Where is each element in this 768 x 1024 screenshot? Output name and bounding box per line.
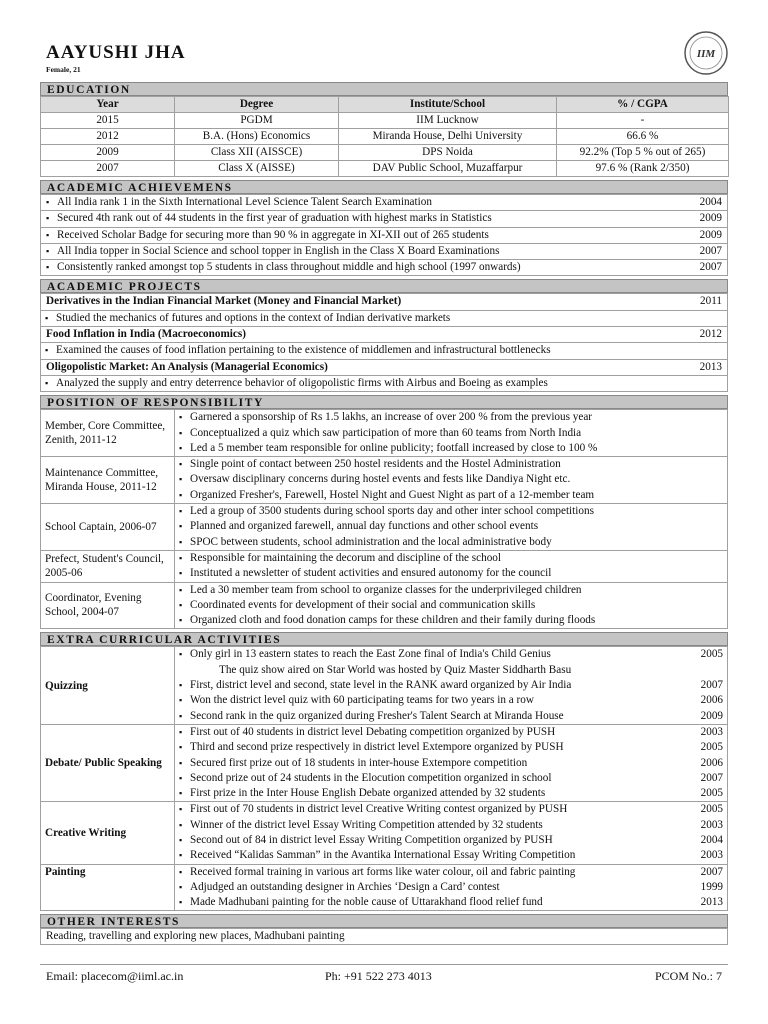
project-desc-row (41, 343, 728, 359)
candidate-subtitle: Female, 21 (46, 65, 81, 74)
bullet-icon (179, 473, 190, 485)
por-item-text: Led a group of 3500 students during school sports day and other inter school competitions (190, 505, 594, 518)
activity-year: 2005 (700, 803, 723, 816)
activity-text: Winner of the district level Essay Writing Competition attended by 32 students (190, 818, 543, 831)
cell: IIM Lucknow (339, 113, 557, 129)
list-item (179, 740, 684, 755)
activity-year: 2005 (700, 648, 723, 661)
por-item-text: Responsible for maintaining the decorum and discipline of the school (190, 551, 502, 564)
project-year: 2012 (684, 327, 728, 343)
por-item-text: Coordinated events for development of their social and communication skills (190, 598, 536, 611)
bullet-icon (179, 458, 190, 470)
bullet-icon (179, 726, 190, 738)
education-header-row (41, 97, 729, 113)
bullet-icon (179, 803, 190, 815)
list-item (179, 693, 684, 708)
col-degree: Degree (175, 97, 339, 113)
bullet-icon (179, 505, 190, 517)
list-item (179, 519, 723, 534)
list-item (179, 598, 723, 613)
cell: 2009 (41, 145, 175, 161)
activity-year: 2013 (700, 896, 723, 909)
footer-phone: Ph: +91 522 273 4013 (325, 969, 432, 983)
bullet-icon (46, 261, 57, 273)
candidate-name: AAYUSHI JHA (46, 42, 186, 63)
footer-pcom: PCOM No.: 7 (654, 969, 722, 983)
list-item (41, 260, 728, 276)
activity-text: Only girl in 13 eastern states to reach the East Zone final of India's Child Genius (190, 648, 551, 661)
activity-row (41, 647, 728, 724)
bullet-icon (45, 377, 56, 389)
activity-year: 2003 (700, 818, 723, 831)
col-institute: Institute/School (339, 97, 557, 113)
project-desc: Studied the mechanics of futures and options in the context of Indian derivative markets (56, 311, 451, 324)
table-row (41, 161, 729, 177)
section-interests-header: OTHER INTERESTS (40, 914, 728, 928)
bullet-icon (179, 787, 190, 799)
activity-years (688, 724, 728, 801)
por-label: School Captain, 2006-07 (41, 504, 175, 551)
bullet-icon (46, 229, 57, 241)
bullet-icon (179, 614, 190, 626)
project-year: 2013 (684, 359, 728, 375)
bullet-icon (46, 196, 57, 208)
list-item (179, 566, 723, 581)
bullet-icon (179, 819, 190, 831)
list-item (179, 818, 684, 833)
list-item (179, 895, 684, 910)
activity-years (688, 864, 728, 911)
cell: 2015 (41, 113, 175, 129)
bullet-icon (179, 599, 190, 611)
list-item (179, 709, 684, 724)
por-item-text: Planned and organized farewell, annual day functions and other school events (190, 520, 539, 533)
list-item (179, 833, 684, 848)
bullet-icon (179, 648, 190, 660)
cell: DAV Public School, Muzaffarpur (339, 161, 557, 177)
achievement-year: 2007 (684, 243, 728, 259)
bullet-icon (179, 896, 190, 908)
extra-table (40, 646, 728, 911)
por-item-text: Instituted a newsletter of student activities and ensured autonomy for the council (190, 567, 552, 580)
interests-text: Reading, travelling and exploring new places, Madhubani painting (41, 929, 728, 945)
list-item (179, 663, 684, 678)
cell: Class X (AISSE) (175, 161, 339, 177)
por-item-text: SPOC between students, school administration and the local administrative body (190, 535, 552, 548)
activity-text: Secured first prize out of 18 students in inter-house Extempore competition (190, 756, 528, 769)
por-items (175, 457, 728, 504)
bullet-icon (179, 427, 190, 439)
activity-year (692, 663, 724, 678)
bullet-icon (179, 741, 190, 753)
list-item (179, 472, 723, 487)
activity-label: Creative Writing (41, 802, 175, 864)
list-item (41, 929, 728, 945)
por-item-text: Organized Fresher's, Farewell, Hostel Night and Guest Night as part of a 12-member team (190, 488, 595, 501)
footer (40, 964, 728, 983)
list-item (179, 771, 684, 786)
cell: DPS Noida (339, 145, 557, 161)
activity-year: 2007 (700, 865, 723, 878)
achievement-year: 2009 (684, 211, 728, 227)
activity-text: Received formal training in various art forms like water colour, oil and fabric painting (190, 865, 576, 878)
bullet-icon (46, 245, 57, 257)
activity-year: 2009 (700, 709, 723, 722)
project-title-row (41, 359, 728, 375)
project-title: Oligopolistic Market: An Analysis (Managerial Economics) (41, 359, 685, 375)
resume-content (40, 82, 728, 945)
bullet-icon (179, 489, 190, 501)
activity-items (175, 802, 688, 864)
list-item (179, 880, 684, 895)
por-row (41, 457, 728, 504)
activity-text: The quiz show aired on Star World was hosted by Quiz Master Siddharth Basu (219, 663, 572, 676)
table-row (41, 113, 729, 129)
bullet-icon (179, 584, 190, 596)
section-achievements-header: ACADEMIC ACHIEVEMENS (40, 180, 728, 194)
cell: PGDM (175, 113, 339, 129)
activity-label: Debate/ Public Speaking (41, 724, 175, 801)
activity-years (688, 647, 728, 724)
table-row (41, 145, 729, 161)
activity-label: Quizzing (41, 647, 175, 724)
list-item (179, 613, 723, 628)
por-items (175, 582, 728, 629)
col-score: % / CGPA (557, 97, 729, 113)
activity-items (175, 864, 688, 911)
bullet-icon (179, 849, 190, 861)
bullet-icon (179, 866, 190, 878)
achievements-table (40, 194, 728, 276)
cell: Class XII (AISSCE) (175, 145, 339, 161)
list-item (41, 195, 728, 211)
por-label: Coordinator, Evening School, 2004-07 (41, 582, 175, 629)
cell: 92.2% (Top 5 % out of 265) (557, 145, 729, 161)
col-year: Year (41, 97, 175, 113)
achievement-text: All India topper in Social Science and school topper in English in the Class X Board Examinations (57, 244, 500, 257)
bullet-icon (179, 694, 190, 706)
cell: - (557, 113, 729, 129)
list-item (179, 551, 723, 566)
por-item-text: Oversaw disciplinary concerns during hostel events and fests like Dandiya Night etc. (190, 473, 571, 486)
bullet-icon (179, 536, 190, 548)
activity-text: Second prize out of 24 students in the Elocution competition organized in school (190, 771, 552, 784)
activity-text: Made Madhubani painting for the noble cause of Uttarakhand flood relief fund (190, 896, 543, 909)
activity-row (41, 864, 728, 911)
activity-items (175, 724, 688, 801)
cell: 2007 (41, 161, 175, 177)
projects-table (40, 293, 728, 392)
iim-logo (683, 30, 729, 76)
list-item (179, 756, 684, 771)
project-desc-row (41, 375, 728, 391)
activity-year: 2005 (700, 741, 723, 754)
bullet-icon (46, 212, 57, 224)
por-label: Prefect, Student's Council, 2005-06 (41, 550, 175, 582)
achievement-text: Consistently ranked amongst top 5 students in class throughout middle and high school (1997 onwards) (57, 261, 521, 274)
activity-text: Adjudged an outstanding designer in Archies ‘Design a Card’ contest (190, 880, 500, 893)
por-row (41, 550, 728, 582)
por-row (41, 504, 728, 551)
project-desc: Analyzed the supply and entry deterrence behavior of oligopolistic firms with Airbus and Boeing as examples (56, 376, 548, 389)
list-item (179, 426, 723, 441)
list-item (179, 848, 684, 863)
por-item-text: Organized cloth and food donation camps for these children and their family during floods (190, 614, 596, 627)
activity-year: 1999 (700, 880, 723, 893)
por-items (175, 410, 728, 457)
bullet-icon (179, 881, 190, 893)
footer-email: Email: placecom@iiml.ac.in (46, 969, 184, 983)
por-label: Maintenance Committee, Miranda House, 2011-12 (41, 457, 175, 504)
achievement-text: Received Scholar Badge for securing more than 90 % in aggregate in XI-XII out of 265 students (57, 228, 489, 241)
activity-year: 2007 (700, 771, 723, 784)
bullet-icon (179, 552, 190, 564)
bullet-icon (45, 312, 56, 324)
project-desc: Examined the causes of food inflation pertaining to the existence of middlemen and infrastructural bottlenecks (56, 344, 551, 357)
activity-year: 2005 (700, 787, 723, 800)
project-title: Food Inflation in India (Macroeconomics) (41, 327, 685, 343)
por-item-text: Single point of contact between 250 hostel residents and the Hostel Administration (190, 458, 561, 471)
list-item (179, 678, 684, 693)
list-item (41, 227, 728, 243)
achievement-text: Secured 4th rank out of 44 students in the first year of graduation with highest marks in Statistics (57, 212, 492, 225)
list-item (179, 802, 684, 817)
section-projects-header: ACADEMIC PROJECTS (40, 279, 728, 293)
section-education-header: EDUCATION (40, 82, 728, 96)
bullet-icon (45, 344, 56, 356)
activity-items (175, 647, 688, 724)
activity-text: Second rank in the quiz organized during Fresher's Talent Search at Miranda House (190, 709, 564, 722)
project-title: Derivatives in the Indian Financial Market (Money and Financial Market) (41, 294, 685, 310)
activity-row (41, 724, 728, 801)
bullet-icon (179, 757, 190, 769)
cell: B.A. (Hons) Economics (175, 129, 339, 145)
activity-text: Received “Kalidas Samman” in the Avantika International Essay Writing Competition (190, 849, 576, 862)
list-item (179, 457, 723, 472)
list-item (179, 504, 723, 519)
por-table (40, 409, 728, 629)
list-item (179, 410, 723, 425)
achievement-text: All India rank 1 in the Sixth International Level Science Talent Search Examination (57, 196, 432, 208)
interests-table (40, 928, 728, 945)
list-item (179, 441, 723, 456)
por-items (175, 550, 728, 582)
por-item-text: Garnered a sponsorship of Rs 1.5 lakhs, an increase of over 200 % from the previous year (190, 411, 593, 424)
por-item-text: Conceptualized a quiz which saw participation of more than 60 teams from North India (190, 426, 582, 439)
bullet-icon (179, 710, 190, 722)
bullet-icon (179, 679, 190, 691)
por-items (175, 504, 728, 551)
bullet-icon (179, 567, 190, 579)
bullet-icon (179, 834, 190, 846)
activity-year: 2006 (700, 756, 723, 769)
bullet-icon (179, 520, 190, 532)
por-label: Member, Core Committee, Zenith, 2011-12 (41, 410, 175, 457)
list-item (41, 243, 728, 259)
section-extra-header: EXTRA CURRICULAR ACTIVITIES (40, 632, 728, 646)
cell: 97.6 % (Rank 2/350) (557, 161, 729, 177)
cell: 2012 (41, 129, 175, 145)
list-item (179, 725, 684, 740)
activity-year: 2003 (700, 849, 723, 862)
list-item (41, 211, 728, 227)
project-desc-row (41, 310, 728, 326)
activity-text: First out of 70 students in district level Creative Writing contest organized by PUSH (190, 803, 568, 816)
list-item (179, 488, 723, 503)
por-row (41, 582, 728, 629)
list-item (179, 647, 684, 662)
education-table (40, 96, 729, 177)
activity-text: Second out of 84 in district level Essay Writing Competition organized by PUSH (190, 833, 553, 846)
cell: 66.6 % (557, 129, 729, 145)
activity-text: First out of 40 students in district level Debating competition organized by PUSH (190, 725, 556, 738)
activity-year: 2004 (700, 833, 723, 846)
project-title-row (41, 294, 728, 310)
por-item-text: Led a 5 member team responsible for online publicity; footfall increased by close to 100 % (190, 441, 598, 454)
achievement-year: 2007 (684, 260, 728, 276)
project-year: 2011 (684, 294, 728, 310)
achievement-year: 2009 (684, 227, 728, 243)
section-por-header: POSITION OF RESPONSIBILITY (40, 395, 728, 409)
project-title-row (41, 327, 728, 343)
activity-text: Won the district level quiz with 60 participating teams for two years in a row (190, 694, 534, 707)
list-item (179, 583, 723, 598)
list-item (179, 535, 723, 550)
bullet-icon (179, 772, 190, 784)
bullet-icon (179, 442, 190, 454)
activity-text: First prize in the Inter House English Debate organized attended by 32 students (190, 787, 546, 800)
bullet-icon (179, 411, 190, 423)
activity-text: Third and second prize respectively in district level Extempore organized by PUSH (190, 741, 564, 754)
logo-text: IIM (696, 48, 716, 60)
por-item-text: Led a 30 member team from school to organize classes for the underprivileged children (190, 583, 582, 596)
por-row (41, 410, 728, 457)
activity-years (688, 802, 728, 864)
activity-text: First, district level and second, state level in the RANK award organized by Air India (190, 679, 572, 692)
cell: Miranda House, Delhi University (339, 129, 557, 145)
activity-year: 2003 (700, 725, 723, 738)
activity-label: Painting (41, 864, 175, 911)
table-row (41, 129, 729, 145)
list-item (179, 865, 684, 880)
activity-row (41, 802, 728, 864)
activity-year: 2006 (700, 694, 723, 707)
achievement-year: 2004 (684, 195, 728, 211)
activity-year: 2007 (700, 679, 723, 692)
list-item (179, 786, 684, 801)
